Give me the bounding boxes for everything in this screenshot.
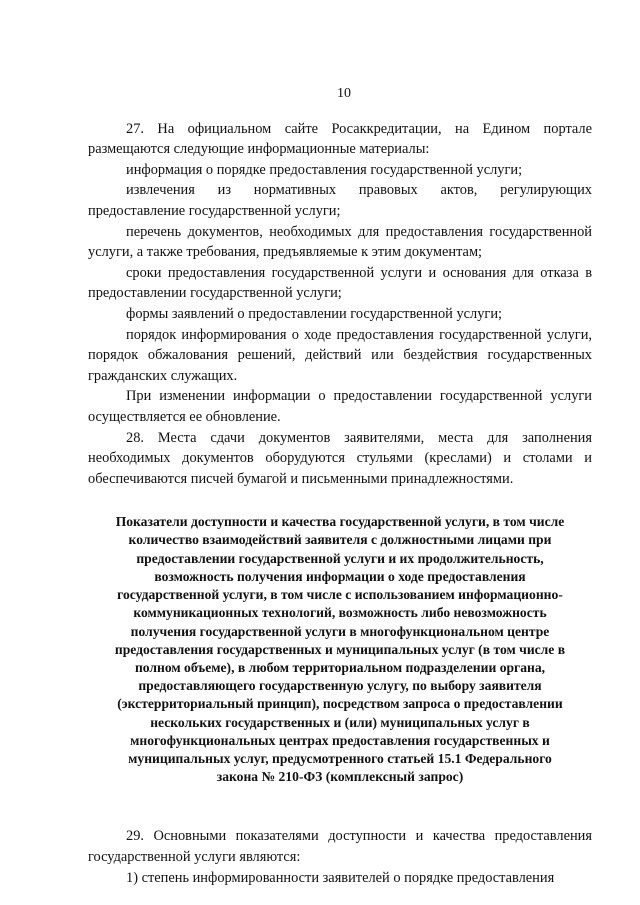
list-item-application-forms: формы заявлений о предоставлении государственной услуги; — [126, 305, 503, 322]
heading-line: государственной услуги, в том числе с использованием информационно- — [117, 587, 563, 603]
list-item-document-list: перечень документов, необходимых для предоставления государственной услуги, а также требования, предъявляемые к этим документам; — [88, 223, 592, 261]
list-item-deadlines: сроки предоставления государственной услуги и основания для отказа в предоставлении государственной услуги; — [88, 264, 592, 302]
heading-line: коммуникационных технологий, возможность либо невозможность — [133, 605, 547, 621]
list-item-awareness: 1) степень информированности заявителей о порядке предоставления — [126, 869, 555, 886]
paragraph-updates: При изменении информации о предоставлении государственной услуги осуществляется ее обновление. — [88, 388, 592, 425]
heading-line: муниципальных услуг, предусмотренного статьей 15.1 Федерального — [128, 750, 552, 766]
paragraph-29: 29. Основными показателями доступности и качества предоставления государственной услуги являются: — [88, 828, 592, 865]
heading-line: (экстерриториальный принцип), посредством запроса о предоставлении — [117, 696, 563, 712]
heading-line: многофункциональных центрах предоставления государственных и — [130, 732, 550, 748]
heading-line: предоставлении государственной услуги и их продолжительность, — [136, 550, 544, 566]
list-item-procedure-info: информация о порядке предоставления государственной услуги; — [126, 161, 523, 178]
section-heading — [88, 513, 592, 786]
paragraph-28: 28. Места сдачи документов заявителями, места для заполнения необходимых документов оборудуются стульями (креслами) и столами и обеспечиваются писчей бумагой и письменными принадлежностями. — [88, 429, 592, 487]
page-number: 10 — [337, 86, 351, 101]
heading-line: количество взаимодействий заявителя с должностными лицами при — [128, 532, 552, 548]
list-item-appeal-procedure: порядок информирования о ходе предоставления государственной услуги, порядок обжалования решений, действий или бездействия государственных гражданских служащих. — [88, 326, 592, 384]
paragraph-27-intro: 27. На официальном сайте Росаккредитации, на Едином портале размещаются следующие информационные материалы: — [88, 120, 592, 158]
heading-line: предоставления государственных и муниципальных услуг (в том числе в — [114, 641, 566, 657]
heading-line: получения государственной услуги в многофункциональном центре — [130, 623, 550, 639]
heading-line: возможность получения информации о ходе предоставления — [154, 568, 526, 584]
heading-line: Показатели доступности и качества государственной услуги, в том числе — [115, 514, 565, 530]
heading-line: закона № 210-ФЗ (комплексный запрос) — [216, 769, 464, 785]
heading-line: нескольких государственных и (или) муниципальных услуг в — [150, 714, 530, 730]
heading-line: предоставляющего государственную услугу, по выбору заявителя — [138, 678, 542, 694]
list-item-legal-extracts: извлечения из нормативных правовых актов, регулирующих предоставление государственной услуги; — [88, 182, 592, 219]
section-29-body — [88, 826, 592, 888]
heading-line: полном объеме), в любом территориальном подразделении органа, — [134, 659, 546, 675]
section-body — [88, 119, 592, 490]
